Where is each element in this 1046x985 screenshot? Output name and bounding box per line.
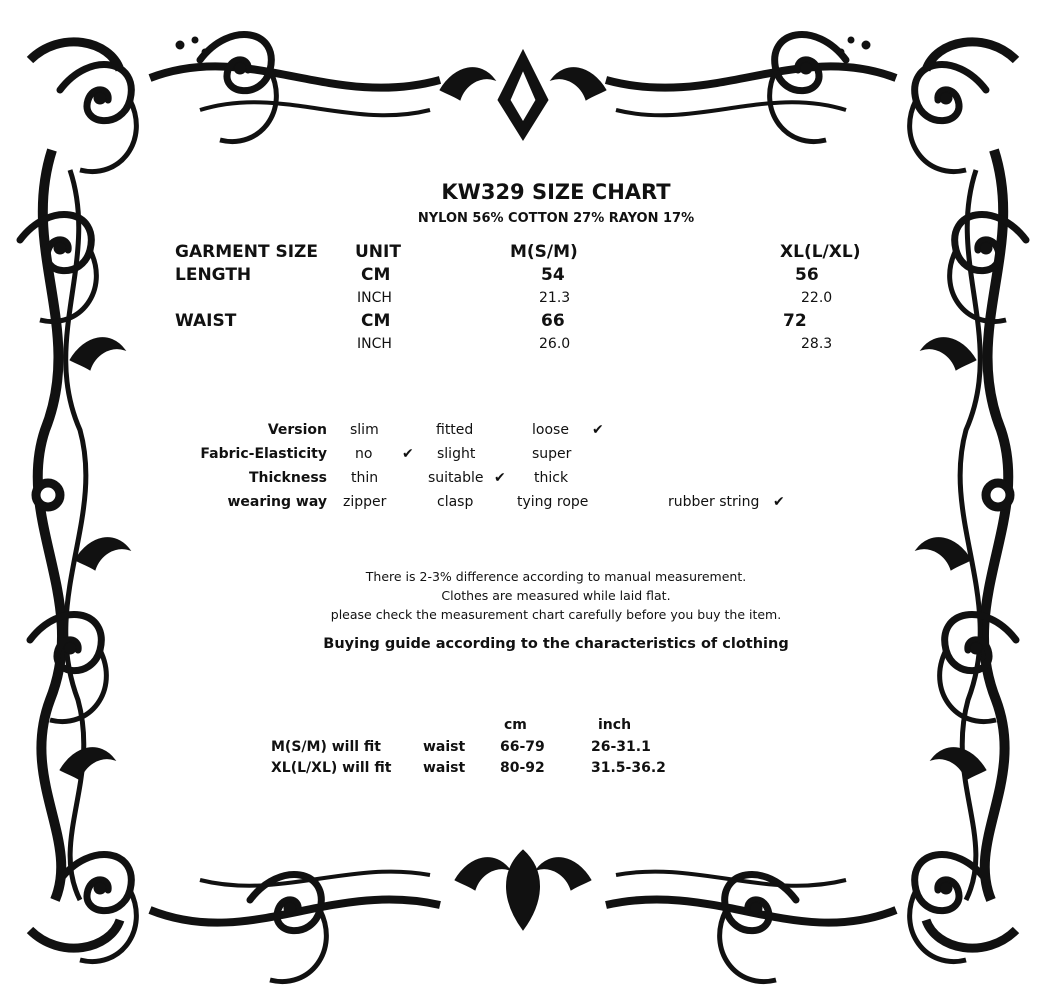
guide-row-cm: 66-79 xyxy=(500,739,545,755)
attr-option: super xyxy=(532,446,572,462)
attr-option: tying rope xyxy=(517,494,589,510)
chart-title: KW329 SIZE CHART xyxy=(441,180,671,204)
guide-row-part: waist xyxy=(423,760,466,776)
checkmark-icon: ✔ xyxy=(402,446,414,462)
attr-option: clasp xyxy=(437,494,474,510)
header-size-m: M(S/M) xyxy=(510,242,578,262)
waist-m-inch: 26.0 xyxy=(539,336,571,352)
header-size-xl: XL(L/XL) xyxy=(780,242,861,262)
header-unit: UNIT xyxy=(355,242,401,262)
waist-unit-cm: CM xyxy=(361,311,391,331)
note-line: Clothes are measured while laid flat. xyxy=(441,588,671,603)
attr-option: slight xyxy=(437,446,476,462)
attr-label-wearing-way: wearing way xyxy=(227,494,327,510)
waist-xl-cm: 72 xyxy=(783,311,807,331)
attr-option: thick xyxy=(534,470,569,486)
attr-label-version: Version xyxy=(267,422,327,438)
checkmark-icon: ✔ xyxy=(494,470,506,486)
bottom-border xyxy=(150,850,896,982)
attr-option: loose xyxy=(532,422,569,438)
length-m-inch: 21.3 xyxy=(539,290,571,306)
waist-xl-inch: 28.3 xyxy=(801,336,833,352)
length-m-cm: 54 xyxy=(541,265,565,285)
attr-option: suitable xyxy=(428,470,484,486)
attr-label-thickness: Thickness xyxy=(248,470,327,486)
length-xl-inch: 22.0 xyxy=(801,290,833,306)
guide-row-inch: 26-31.1 xyxy=(591,739,651,755)
guide-header-cm: cm xyxy=(504,717,527,733)
length-xl-cm: 56 xyxy=(795,265,819,285)
note-line: There is 2-3% difference according to manual measurement. xyxy=(365,569,747,584)
length-unit-cm: CM xyxy=(361,265,391,285)
guide-header-inch: inch xyxy=(598,717,632,733)
row-label-length: LENGTH xyxy=(175,265,252,285)
attr-option: thin xyxy=(351,470,379,486)
attr-option: rubber string xyxy=(668,494,760,510)
fabric-composition: NYLON 56% COTTON 27% RAYON 17% xyxy=(417,211,695,226)
checkmark-icon: ✔ xyxy=(773,494,785,510)
row-label-waist: WAIST xyxy=(175,311,237,331)
attr-label-elasticity: Fabric-Elasticity xyxy=(200,446,327,462)
header-garment-size: GARMENT SIZE xyxy=(175,242,318,262)
guide-row-part: waist xyxy=(423,739,466,755)
left-border xyxy=(20,150,130,900)
guide-row-cm: 80-92 xyxy=(500,760,545,776)
waist-unit-inch: INCH xyxy=(357,336,392,352)
guide-row-inch: 31.5-36.2 xyxy=(591,760,666,776)
top-border xyxy=(150,35,896,142)
buying-guide-title: Buying guide according to the characteristics of clothing xyxy=(323,636,789,652)
right-border xyxy=(916,150,1026,900)
attr-option: fitted xyxy=(436,422,474,438)
checkmark-icon: ✔ xyxy=(592,422,604,438)
note-line: please check the measurement chart carefully before you buy the item. xyxy=(330,607,782,622)
attr-option: no xyxy=(355,446,373,462)
attr-option: slim xyxy=(350,422,379,438)
guide-row-size: XL(L/XL) will fit xyxy=(271,760,392,776)
guide-row-size: M(S/M) will fit xyxy=(271,739,382,755)
attr-option: zipper xyxy=(343,494,387,510)
waist-m-cm: 66 xyxy=(541,311,565,331)
length-unit-inch: INCH xyxy=(357,290,392,306)
